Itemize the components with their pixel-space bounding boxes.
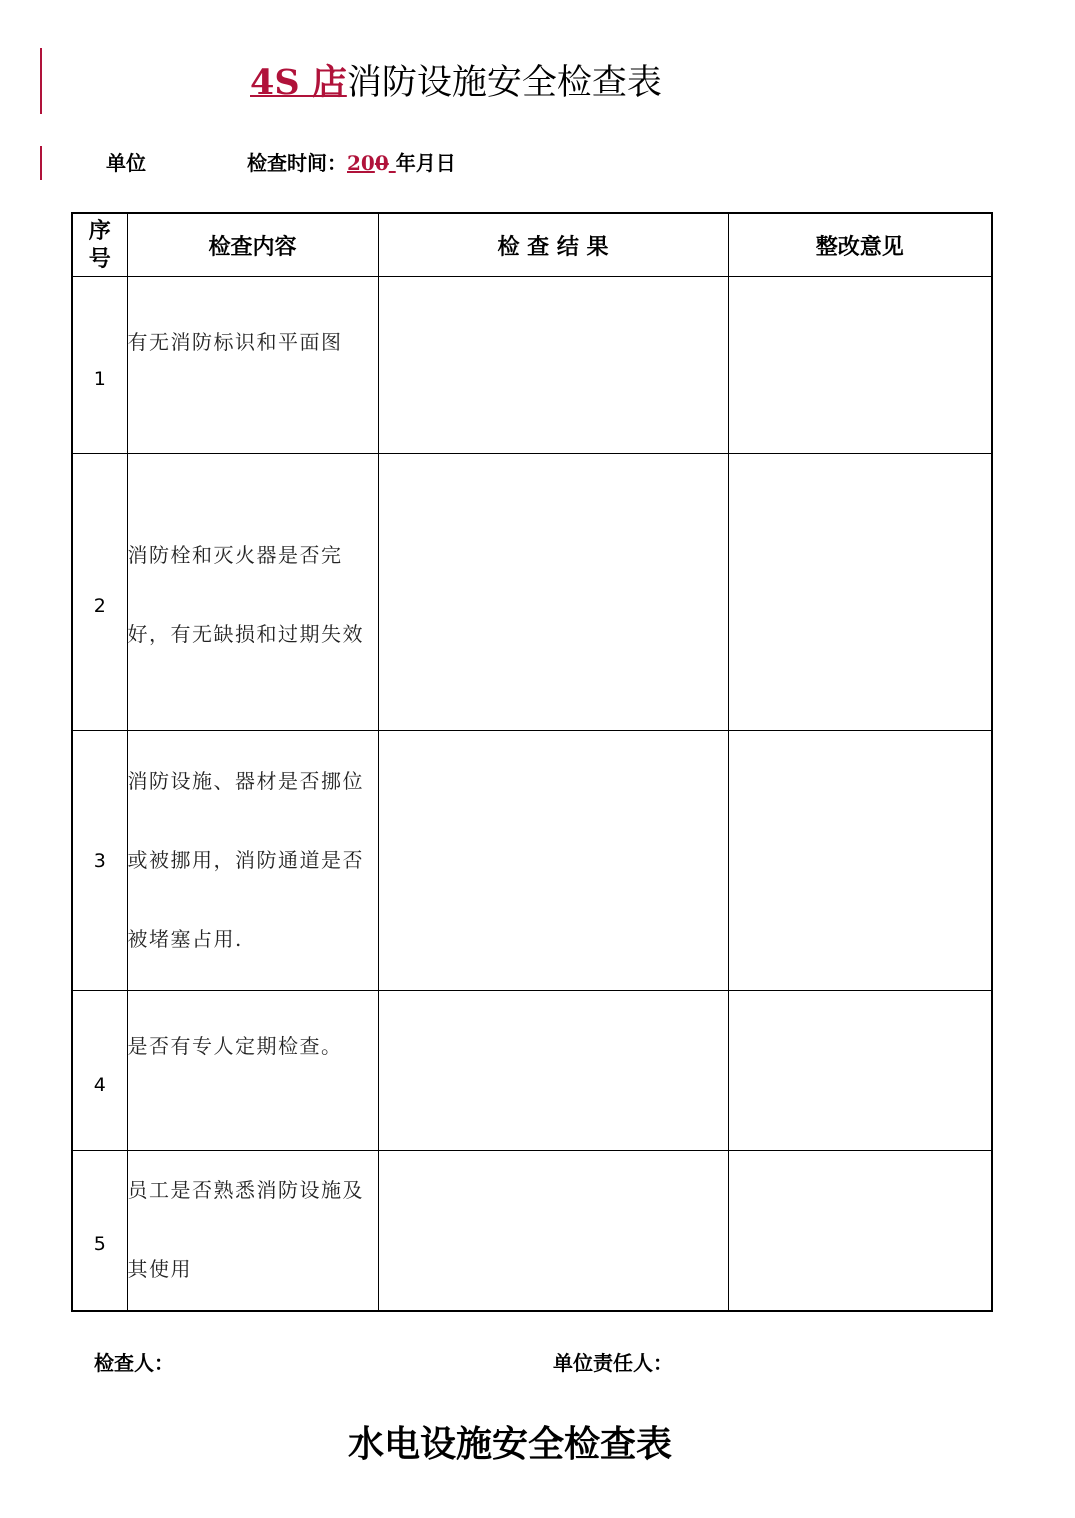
header-content: 检查内容 (127, 213, 378, 277)
advice-cell[interactable] (728, 991, 992, 1151)
row-number: 1 (72, 277, 127, 454)
revision-change-bar (40, 48, 42, 114)
result-cell[interactable] (378, 731, 728, 991)
row-content: 员工是否熟悉消防设施及其使用 (127, 1151, 378, 1311)
table-row (72, 991, 992, 1151)
revision-change-bar (40, 146, 42, 180)
advice-cell[interactable] (728, 277, 992, 454)
table-row (72, 731, 992, 991)
inspect-time-field (247, 148, 456, 178)
year-prefix: 20 (347, 151, 375, 175)
responsible-person-label: 单位责任人： (553, 1351, 673, 1375)
row-content: 消防栓和灭火器是否完好，有无缺损和过期失效 (127, 454, 378, 731)
fire-inspection-table (71, 212, 993, 1312)
result-cell[interactable] (378, 1151, 728, 1311)
year-deleted-digit: 0 (374, 151, 389, 175)
advice-cell[interactable] (728, 454, 992, 731)
advice-cell[interactable] (728, 731, 992, 991)
row-number: 2 (72, 454, 127, 731)
result-cell[interactable] (378, 277, 728, 454)
date-suffix: 年月日 (395, 151, 456, 175)
row-number: 5 (72, 1151, 127, 1311)
inspect-time-label: 检查时间： (247, 151, 347, 175)
title-inserted-text: 4S 店 (250, 62, 347, 103)
row-content: 是否有专人定期检查。 (127, 991, 378, 1151)
row-number: 4 (72, 991, 127, 1151)
result-cell[interactable] (378, 454, 728, 731)
table-header-row (72, 213, 992, 277)
advice-cell[interactable] (728, 1151, 992, 1311)
row-content: 消防设施、器材是否挪位或被挪用，消防通道是否被堵塞占用. (127, 731, 378, 991)
page-title (250, 58, 662, 108)
header-seq: 序号 (72, 213, 127, 277)
header-result: 检 查 结 果 (378, 213, 728, 277)
title-text: 消防设施安全检查表 (346, 63, 662, 103)
table-row (72, 277, 992, 454)
unit-label: 单位 (106, 151, 146, 175)
inspector-label: 检查人： (94, 1351, 174, 1375)
next-section-title: 水电设施安全检查表 (347, 1423, 672, 1465)
row-content: 有无消防标识和平面图 (127, 277, 378, 454)
row-number: 3 (72, 731, 127, 991)
header-advice: 整改意见 (728, 213, 992, 277)
result-cell[interactable] (378, 991, 728, 1151)
table-row (72, 454, 992, 731)
table-row (72, 1151, 992, 1311)
